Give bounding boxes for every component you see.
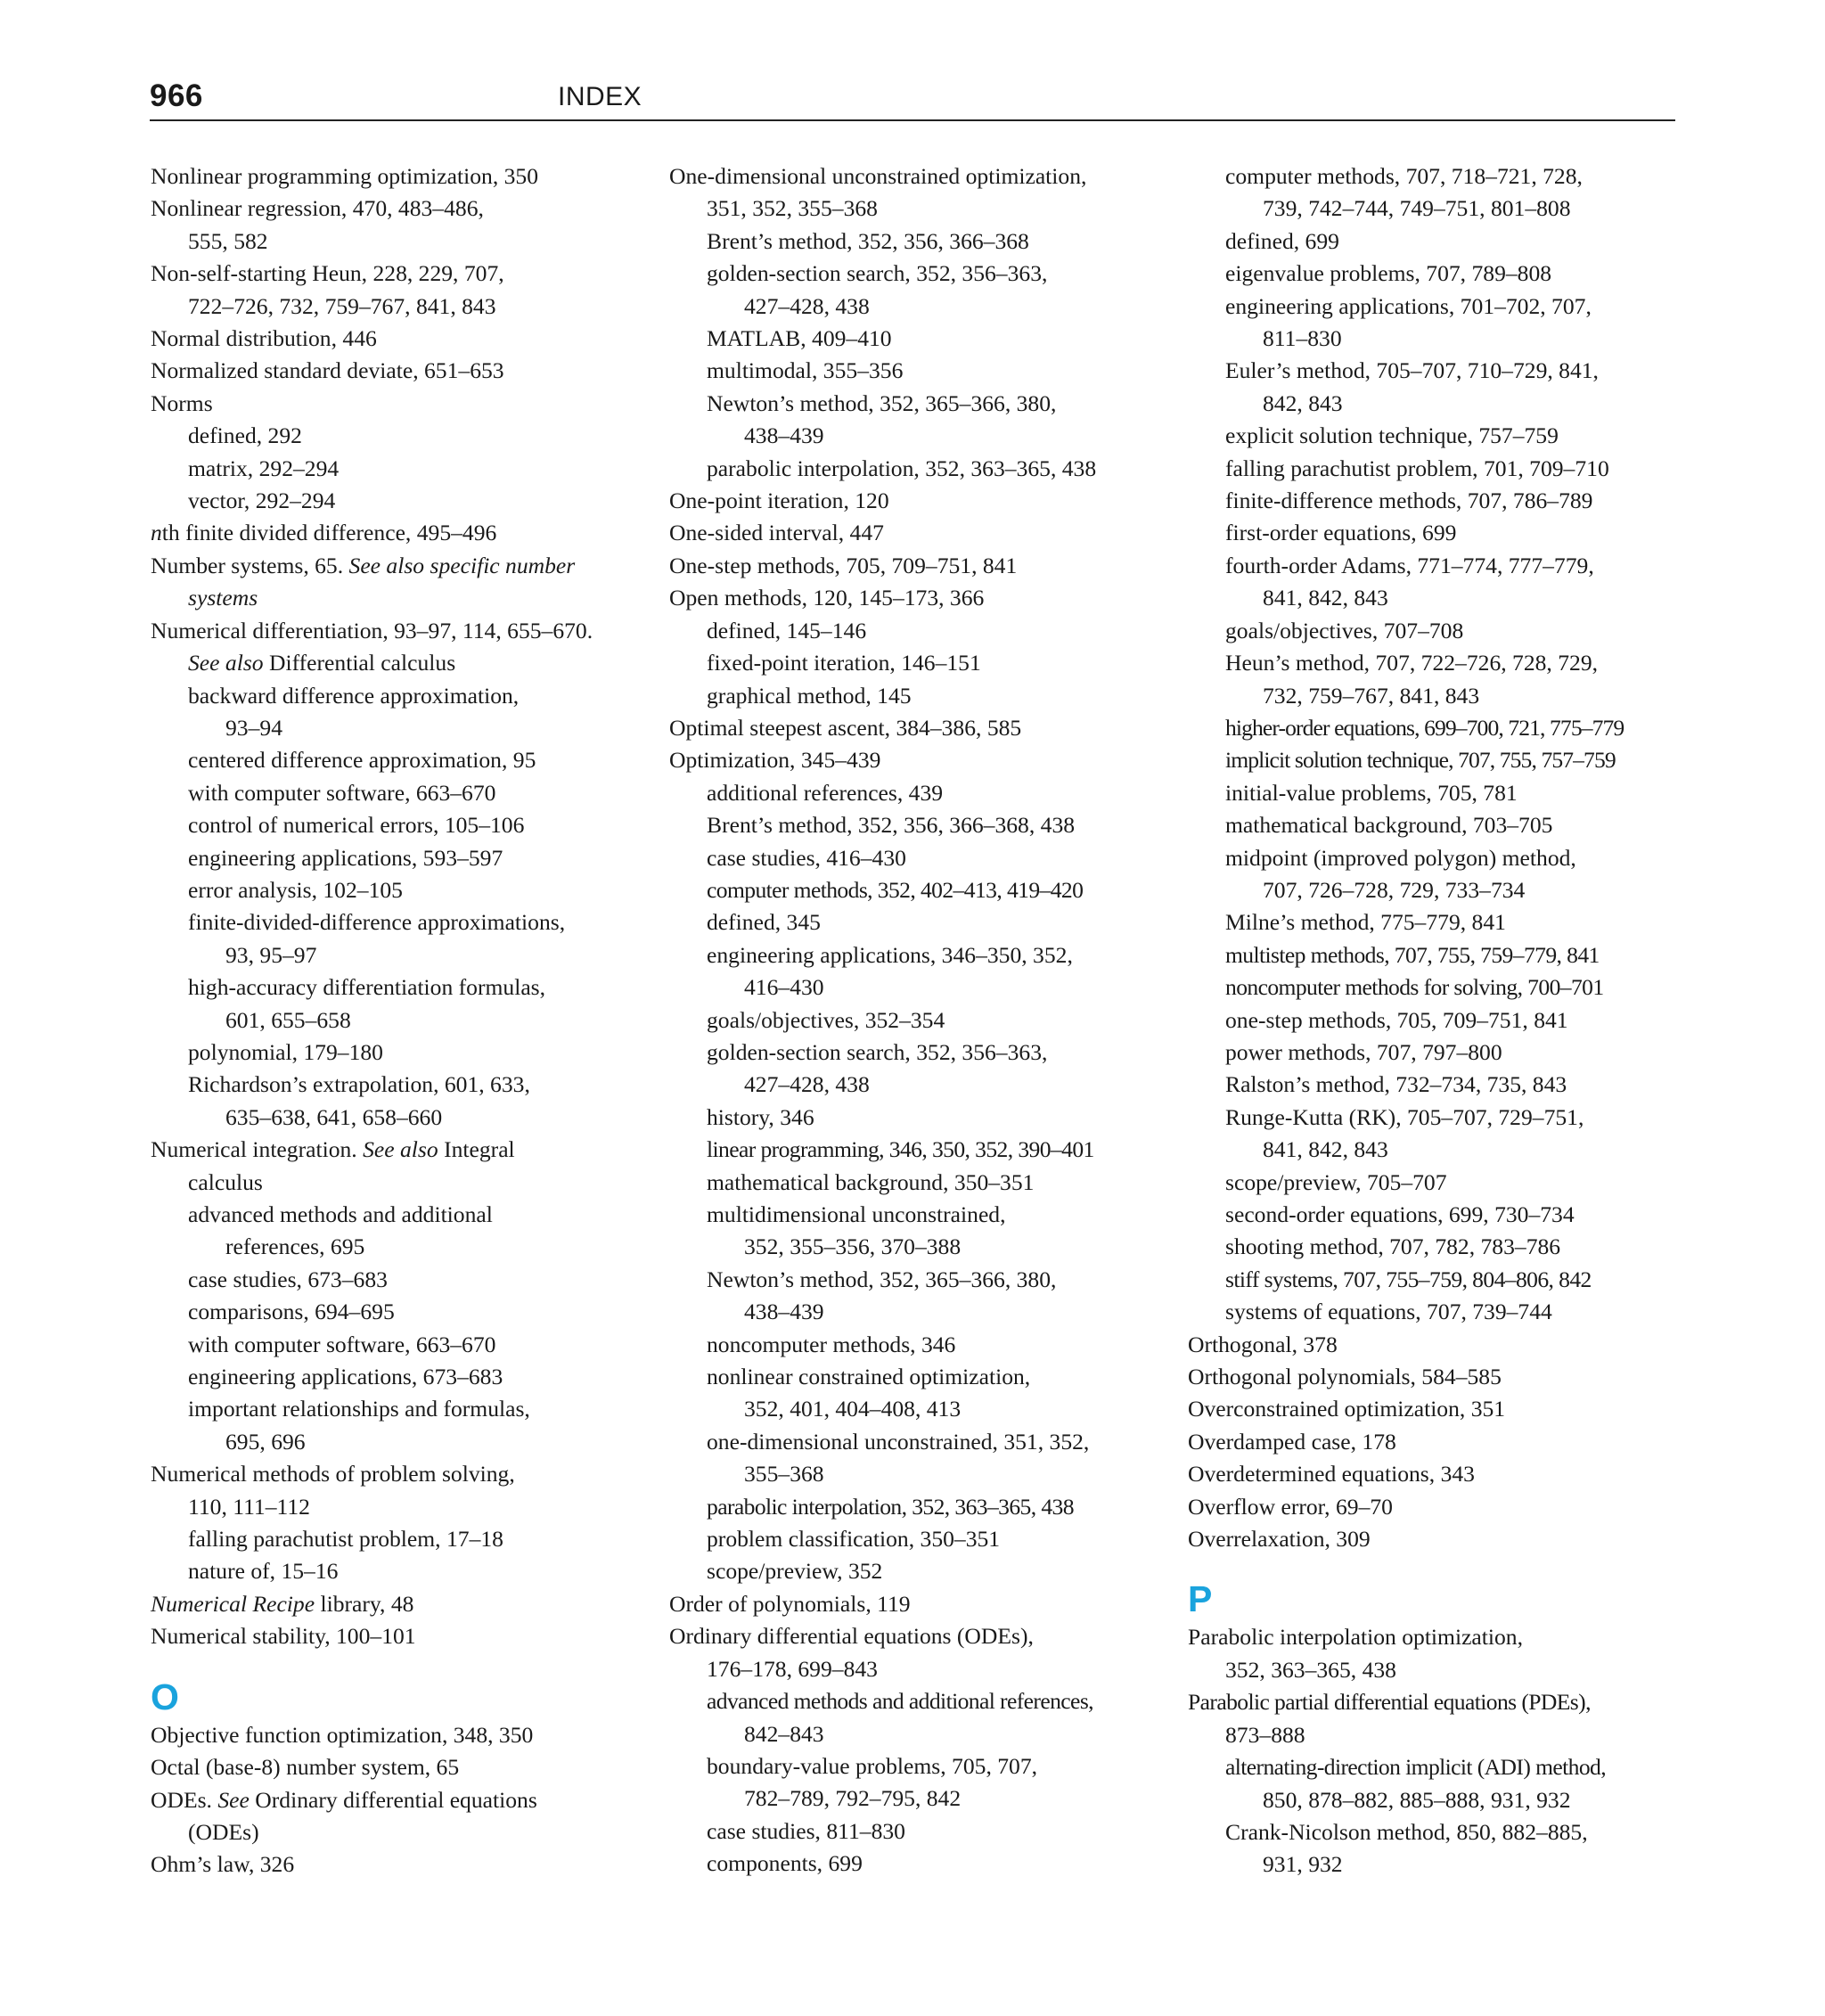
index-subentry-continuation: 93, 95–97 bbox=[225, 941, 317, 968]
index-subentry: shooting method, 707, 782, 783–786 bbox=[1225, 1233, 1561, 1260]
index-entry: Nonlinear programming optimization, 350 bbox=[151, 163, 539, 189]
index-subentry-continuation: 695, 696 bbox=[225, 1428, 306, 1455]
entry-text: Numerical integration. bbox=[151, 1136, 364, 1163]
index-subentry: explicit solution technique, 757–759 bbox=[1225, 422, 1559, 449]
index-entry: One-sided interval, 447 bbox=[669, 520, 884, 546]
index-subentry: case studies, 673–683 bbox=[188, 1266, 388, 1292]
index-subentry: engineering applications, 346–350, 352, bbox=[707, 941, 1073, 968]
see-reference: See bbox=[217, 1786, 250, 1813]
index-subentry: high-accuracy differentiation formulas, bbox=[188, 974, 546, 1001]
index-subentry: computer methods, 352, 402–413, 419–420 bbox=[707, 876, 1084, 903]
index-subentry: fourth-order Adams, 771–774, 777–779, bbox=[1225, 552, 1594, 578]
see-also-reference: See also bbox=[363, 1136, 438, 1163]
index-subentry: golden-section search, 352, 356–363, bbox=[707, 260, 1048, 287]
index-entry bbox=[151, 1588, 650, 1620]
index-subentry-continuation: 427–428, 438 bbox=[744, 292, 870, 319]
index-subentry: systems of equations, 707, 739–744 bbox=[1225, 1299, 1552, 1325]
index-column-2 bbox=[669, 160, 1186, 1881]
index-subentry: multidimensional unconstrained, bbox=[707, 1201, 1006, 1227]
index-subentry: matrix, 292–294 bbox=[188, 455, 340, 481]
index-subentry: defined, 345 bbox=[707, 909, 821, 936]
index-subentry: additional references, 439 bbox=[707, 779, 944, 806]
index-subentry-continuation: 842–843 bbox=[744, 1720, 824, 1747]
index-subentry-continuation: 438–439 bbox=[744, 1299, 824, 1325]
index-entry: Ohm’s law, 326 bbox=[151, 1851, 295, 1878]
entry-text: ODEs. bbox=[151, 1786, 218, 1813]
index-subentry: Richardson’s extrapolation, 601, 633, bbox=[188, 1071, 530, 1098]
entry-text: library, 48 bbox=[315, 1590, 414, 1617]
index-subentry: noncomputer methods, 346 bbox=[707, 1331, 956, 1357]
index-subentry-continuation: 355–368 bbox=[744, 1461, 824, 1487]
index-subentry: nonlinear constrained optimization, bbox=[707, 1364, 1031, 1390]
index-subentry-continuation: 601, 655–658 bbox=[225, 1006, 351, 1033]
index-entry: Non-self-starting Heun, 228, 229, 707, bbox=[151, 260, 504, 287]
index-entry-continuation: 722–726, 732, 759–767, 841, 843 bbox=[188, 292, 496, 319]
index-subentry-continuation: 732, 759–767, 841, 843 bbox=[1263, 682, 1480, 709]
index-entry-continuation: (ODEs) bbox=[188, 1818, 259, 1845]
index-subentry: case studies, 811–830 bbox=[707, 1817, 905, 1844]
index-entry bbox=[151, 517, 650, 549]
index-subentry: stiff systems, 707, 755–759, 804–806, 842 bbox=[1225, 1266, 1592, 1292]
index-subentry-continuation: 635–638, 641, 658–660 bbox=[225, 1103, 443, 1130]
index-subentry: first-order equations, 699 bbox=[1225, 520, 1457, 546]
index-entry: Orthogonal, 378 bbox=[1188, 1331, 1338, 1357]
index-column-3 bbox=[1188, 160, 1687, 1881]
index-entry-continuation: 555, 582 bbox=[188, 227, 268, 254]
index-subentry: components, 699 bbox=[707, 1850, 863, 1877]
index-entry-continuation: 352, 363–365, 438 bbox=[1225, 1656, 1396, 1683]
index-entry: One-dimensional unconstrained optimization, bbox=[669, 163, 1087, 189]
index-entry: Order of polynomials, 119 bbox=[669, 1590, 911, 1617]
index-subentry: goals/objectives, 707–708 bbox=[1225, 617, 1464, 643]
index-entry: Optimization, 345–439 bbox=[669, 747, 881, 774]
index-subentry-continuation: 811–830 bbox=[1263, 325, 1342, 352]
page-header bbox=[150, 78, 1675, 121]
index-subentry: Runge-Kutta (RK), 705–707, 729–751, bbox=[1225, 1103, 1584, 1130]
index-entry: Optimal steepest ascent, 384–386, 585 bbox=[669, 714, 1022, 741]
index-entry-continuation: 176–178, 699–843 bbox=[707, 1655, 878, 1682]
index-subentry: case studies, 416–430 bbox=[707, 844, 906, 871]
index-entry: Overconstrained optimization, 351 bbox=[1188, 1396, 1506, 1422]
index-entry bbox=[151, 1134, 650, 1166]
index-entry: Numerical stability, 100–101 bbox=[151, 1623, 416, 1650]
index-entry: Nonlinear regression, 470, 483–486, bbox=[151, 195, 484, 222]
index-subentry: parabolic interpolation, 352, 363–365, 438 bbox=[707, 1493, 1074, 1520]
index-subentry: important relationships and formulas, bbox=[188, 1396, 530, 1422]
index-entry: Parabolic partial differential equations (PDEs), bbox=[1188, 1689, 1591, 1716]
index-subentry: engineering applications, 701–702, 707, bbox=[1225, 292, 1592, 319]
index-subentry: Crank-Nicolson method, 850, 882–885, bbox=[1225, 1818, 1588, 1845]
entry-text: Number systems, 65. bbox=[151, 552, 349, 578]
index-subentry: noncomputer methods for solving, 700–701 bbox=[1225, 974, 1604, 1001]
index-entry: Overdetermined equations, 343 bbox=[1188, 1461, 1475, 1487]
index-subentry-continuation: 782–789, 792–795, 842 bbox=[744, 1785, 962, 1812]
index-subentry-continuation: 931, 932 bbox=[1263, 1851, 1343, 1878]
index-subentry: advanced methods and additional bbox=[188, 1201, 493, 1227]
index-subentry: Milne’s method, 775–779, 841 bbox=[1225, 909, 1506, 936]
index-subentry: power methods, 707, 797–800 bbox=[1225, 1038, 1502, 1065]
index-subentry: finite-divided-difference approximations, bbox=[188, 909, 566, 936]
index-subentry: fixed-point iteration, 146–151 bbox=[707, 650, 981, 676]
index-entry-continuation: 873–888 bbox=[1225, 1721, 1305, 1748]
index-subentry-continuation: 93–94 bbox=[225, 714, 282, 741]
index-entry bbox=[151, 1784, 650, 1816]
index-entry: Orthogonal polynomials, 584–585 bbox=[1188, 1364, 1502, 1390]
index-subentry: higher-order equations, 699–700, 721, 775–779 bbox=[1225, 714, 1624, 741]
index-subentry: computer methods, 707, 718–721, 728, bbox=[1225, 163, 1583, 189]
index-subentry: one-step methods, 705, 709–751, 841 bbox=[1225, 1006, 1568, 1033]
index-subentry: second-order equations, 699, 730–734 bbox=[1225, 1201, 1575, 1227]
index-subentry: Brent’s method, 352, 356, 366–368, 438 bbox=[707, 812, 1076, 839]
index-subentry: Brent’s method, 352, 356, 366–368 bbox=[707, 227, 1029, 254]
entry-text: Differential calculus bbox=[263, 650, 456, 676]
index-entry-continuation: 351, 352, 355–368 bbox=[707, 195, 878, 222]
index-entry: Norms bbox=[151, 389, 213, 416]
index-column-1 bbox=[151, 160, 650, 1881]
index-entry: Ordinary differential equations (ODEs), bbox=[669, 1623, 1034, 1650]
index-subentry: falling parachutist problem, 701, 709–710 bbox=[1225, 455, 1609, 481]
letter-heading-o: O bbox=[151, 1676, 179, 1717]
index-subentry: eigenvalue problems, 707, 789–808 bbox=[1225, 260, 1552, 287]
entry-text: Ordinary differential equations bbox=[249, 1786, 537, 1813]
index-subentry: MATLAB, 409–410 bbox=[707, 325, 892, 352]
index-entry: Overflow error, 69–70 bbox=[1188, 1493, 1393, 1520]
index-subentry: scope/preview, 352 bbox=[707, 1558, 883, 1585]
index-entry: Numerical differentiation, 93–97, 114, 655–670. bbox=[151, 617, 593, 643]
index-subentry: midpoint (improved polygon) method, bbox=[1225, 844, 1576, 871]
page-number: 966 bbox=[150, 78, 203, 113]
index-subentry: one-dimensional unconstrained, 351, 352, bbox=[707, 1428, 1090, 1455]
index-subentry-continuation: 352, 401, 404–408, 413 bbox=[744, 1396, 962, 1422]
index-entry: Objective function optimization, 348, 350 bbox=[151, 1721, 534, 1748]
index-subentry: graphical method, 145 bbox=[707, 682, 912, 709]
index-subentry: alternating-direction implicit (ADI) method, bbox=[1225, 1754, 1607, 1781]
index-subentry: defined, 699 bbox=[1225, 227, 1339, 254]
index-entry: One-step methods, 705, 709–751, 841 bbox=[669, 552, 1018, 578]
index-entry: Overrelaxation, 309 bbox=[1188, 1526, 1371, 1553]
index-subentry-continuation: 739, 742–744, 749–751, 801–808 bbox=[1263, 195, 1571, 222]
index-subentry: with computer software, 663–670 bbox=[188, 1331, 496, 1357]
index-subentry: with computer software, 663–670 bbox=[188, 779, 496, 806]
index-subentry: history, 346 bbox=[707, 1103, 814, 1130]
index-subentry: multimodal, 355–356 bbox=[707, 357, 904, 384]
running-head: INDEX bbox=[558, 82, 642, 111]
index-subentry-continuation: references, 695 bbox=[225, 1233, 365, 1260]
index-entry-continuation bbox=[151, 582, 650, 614]
index-subentry-continuation: 707, 726–728, 729, 733–734 bbox=[1263, 876, 1526, 903]
index-subentry: nature of, 15–16 bbox=[188, 1558, 339, 1585]
index-subentry: defined, 145–146 bbox=[707, 617, 867, 643]
letter-heading-p: P bbox=[1188, 1578, 1213, 1620]
index-subentry: boundary-value problems, 705, 707, bbox=[707, 1752, 1038, 1779]
index-subentry: Heun’s method, 707, 722–726, 728, 729, bbox=[1225, 650, 1599, 676]
index-subentry: Newton’s method, 352, 365–366, 380, bbox=[707, 1266, 1057, 1292]
index-subentry: engineering applications, 593–597 bbox=[188, 844, 503, 871]
index-subentry: polynomial, 179–180 bbox=[188, 1038, 383, 1065]
index-subentry: multistep methods, 707, 755, 759–779, 841 bbox=[1225, 941, 1600, 968]
index-subentry-continuation: 416–430 bbox=[744, 974, 824, 1001]
index-subentry: vector, 292–294 bbox=[188, 488, 336, 514]
index-subentry: Newton’s method, 352, 365–366, 380, bbox=[707, 389, 1057, 416]
index-subentry: implicit solution technique, 707, 755, 757–759 bbox=[1225, 747, 1616, 774]
index-subentry: mathematical background, 703–705 bbox=[1225, 812, 1553, 839]
index-subentry-continuation: 841, 842, 843 bbox=[1263, 1136, 1388, 1163]
see-also-reference: See also bbox=[188, 650, 264, 676]
see-also-reference: See also specific number bbox=[348, 552, 576, 578]
index-subentry-continuation: 842, 843 bbox=[1263, 389, 1343, 416]
index-subentry-continuation: 427–428, 438 bbox=[744, 1071, 870, 1098]
index-entry: Octal (base-8) number system, 65 bbox=[151, 1754, 460, 1781]
index-subentry: error analysis, 102–105 bbox=[188, 876, 403, 903]
index-subentry: mathematical background, 350–351 bbox=[707, 1168, 1035, 1195]
index-entry: Parabolic interpolation optimization, bbox=[1188, 1624, 1523, 1651]
italic-term: Numerical Recipe bbox=[151, 1590, 315, 1617]
index-subentry: comparisons, 694–695 bbox=[188, 1299, 395, 1325]
index-subentry: problem classification, 350–351 bbox=[707, 1526, 1001, 1553]
index-subentry: advanced methods and additional references, bbox=[707, 1688, 1093, 1715]
entry-text: th finite divided difference, 495–496 bbox=[161, 520, 497, 546]
index-subentry: finite-difference methods, 707, 786–789 bbox=[1225, 488, 1593, 514]
index-subentry: centered difference approximation, 95 bbox=[188, 747, 536, 774]
index-subentry: golden-section search, 352, 356–363, bbox=[707, 1038, 1048, 1065]
index-subentry: falling parachutist problem, 17–18 bbox=[188, 1526, 503, 1553]
index-subentry: parabolic interpolation, 352, 363–365, 438 bbox=[707, 455, 1097, 481]
index-entry: Open methods, 120, 145–173, 366 bbox=[669, 585, 985, 611]
index-entry: Normal distribution, 446 bbox=[151, 325, 377, 352]
index-entry: Overdamped case, 178 bbox=[1188, 1428, 1396, 1455]
index-entry-continuation bbox=[151, 647, 650, 679]
index-subentry-continuation: 352, 355–356, 370–388 bbox=[744, 1233, 962, 1260]
index-subentry: linear programming, 346, 350, 352, 390–401 bbox=[707, 1136, 1094, 1163]
index-subentry: initial-value problems, 705, 781 bbox=[1225, 779, 1518, 806]
index-subentry: engineering applications, 673–683 bbox=[188, 1364, 503, 1390]
index-subentry-continuation: 850, 878–882, 885–888, 931, 932 bbox=[1263, 1786, 1571, 1813]
index-subentry: goals/objectives, 352–354 bbox=[707, 1006, 945, 1033]
index-entry bbox=[151, 550, 650, 582]
index-subentry: Euler’s method, 705–707, 710–729, 841, bbox=[1225, 357, 1599, 384]
index-entry: Normalized standard deviate, 651–653 bbox=[151, 357, 504, 384]
index-subentry: defined, 292 bbox=[188, 422, 302, 449]
index-subentry: Ralston’s method, 732–734, 735, 843 bbox=[1225, 1071, 1567, 1098]
entry-text: Integral bbox=[438, 1136, 515, 1163]
index-subentry: scope/preview, 705–707 bbox=[1225, 1168, 1447, 1195]
index-entry: Numerical methods of problem solving, bbox=[151, 1461, 515, 1487]
index-subentry-continuation: 841, 842, 843 bbox=[1263, 585, 1388, 611]
index-entry-continuation: calculus bbox=[188, 1168, 263, 1195]
index-entry-continuation: 110, 111–112 bbox=[188, 1493, 310, 1520]
index-subentry: backward difference approximation, bbox=[188, 682, 520, 709]
see-also-reference: systems bbox=[188, 585, 258, 611]
index-subentry: control of numerical errors, 105–106 bbox=[188, 812, 525, 839]
index-entry: One-point iteration, 120 bbox=[669, 488, 889, 514]
index-subentry-continuation: 438–439 bbox=[744, 422, 824, 449]
italic-term: n bbox=[151, 520, 162, 546]
